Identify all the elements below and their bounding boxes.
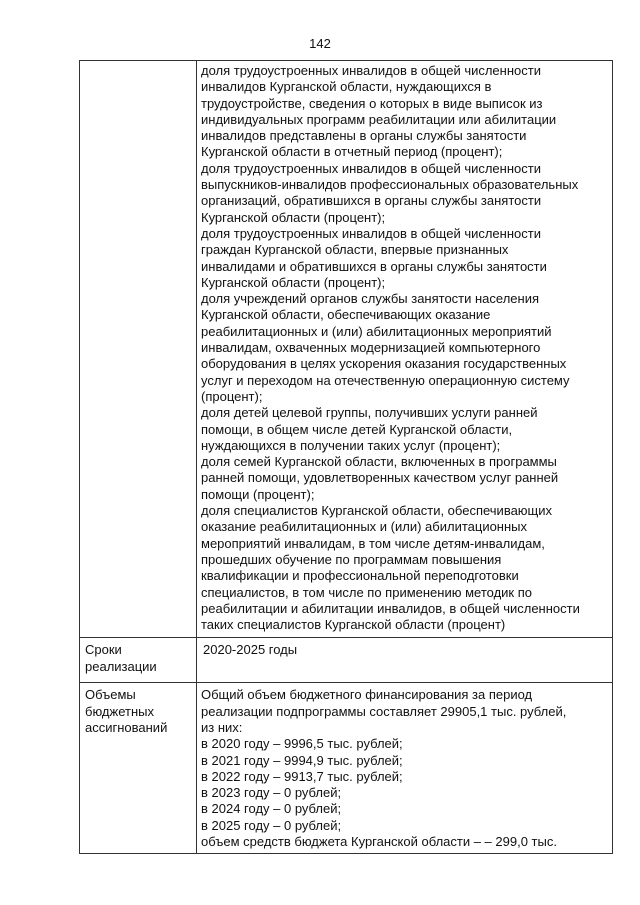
text-line: прошедших обучение по программам повышения <box>201 551 502 567</box>
text-line: доля семей Курганской области, включенных в программы <box>201 454 557 470</box>
indicators-cell <box>197 61 613 638</box>
budget-value <box>197 683 612 850</box>
budget-value-cell <box>197 683 613 854</box>
period-value <box>197 638 612 658</box>
passport-table <box>79 60 613 854</box>
table-row <box>80 683 613 854</box>
text-line: Сроки <box>85 642 122 658</box>
text-line: реабилитационных и (или) абилитационных мероприятий <box>201 323 552 339</box>
text-line: в 2025 году – 0 рублей; <box>201 817 342 833</box>
text-line: реализации подпрограммы составляет 29905,1 тыс. рублей, <box>201 703 567 719</box>
text-line: Курганской области (процент); <box>201 209 386 225</box>
text-line: оборудования в целях ускорения оказания государственных <box>201 356 567 372</box>
text-line: реализации <box>85 658 157 674</box>
text-line: Курганской области (процент); <box>201 274 386 290</box>
text-line: 2020-2025 годы <box>203 642 298 658</box>
text-line: специалистов, в том числе по применению методик по <box>201 584 532 600</box>
text-line: доля специалистов Курганской области, обеспечивающих <box>201 503 553 519</box>
text-line: услуг и переходом на отечественную операционную систему <box>201 372 570 388</box>
row-label-cell <box>80 683 197 854</box>
text-line: граждан Курганской области, впервые признанных <box>201 242 509 258</box>
row-label-cell <box>80 61 197 638</box>
text-line: инвалидами и обратившихся в органы службы занятости <box>201 258 547 274</box>
period-label <box>80 638 196 675</box>
text-line: Курганской области, обеспечивающих оказание <box>201 307 491 323</box>
table-row <box>80 638 613 683</box>
text-line: оказание реабилитационных и (или) абилитационных <box>201 519 528 535</box>
text-line: Объемы <box>85 687 136 703</box>
text-line: инвалидам, охваченных модернизацией компьютерного <box>201 340 541 356</box>
page-number: 142 <box>309 36 331 51</box>
period-value-cell <box>197 638 613 683</box>
text-line: в 2020 году – 9996,5 тыс. рублей; <box>201 736 403 752</box>
text-line: в 2023 году – 0 рублей; <box>201 785 342 801</box>
text-line: квалификации и профессиональной переподготовки <box>201 568 519 584</box>
table-row <box>80 61 613 638</box>
text-line: помощи (процент); <box>201 486 315 502</box>
text-line: ранней помощи, удовлетворенных качеством услуг ранней <box>201 470 559 486</box>
text-line: доля трудоустроенных инвалидов в общей численности <box>201 63 541 78</box>
text-line: в 2021 году – 9994,9 тыс. рублей; <box>201 752 403 768</box>
text-line: доля трудоустроенных инвалидов в общей численности <box>201 225 541 241</box>
text-line: инвалидов Курганской области, нуждающихся в <box>201 79 492 95</box>
text-line: Общий объем бюджетного финансирования за период <box>201 687 533 703</box>
text-line: в 2024 году – 0 рублей; <box>201 801 342 817</box>
indicators-text <box>197 61 612 637</box>
text-line: из них: <box>201 719 243 735</box>
text-line: Курганской области в отчетный период (процент); <box>201 144 503 160</box>
text-line: доля учреждений органов службы занятости населения <box>201 291 540 307</box>
text-line: доля трудоустроенных инвалидов в общей численности <box>201 160 541 176</box>
text-line: организаций, обратившихся в органы службы занятости <box>201 193 542 209</box>
text-line: мероприятий инвалидам, в том числе детям-инвалидам, <box>201 535 545 551</box>
text-line: трудоустройстве, сведения о которых в виде выписок из <box>201 95 543 111</box>
text-line: бюджетных <box>85 703 154 719</box>
row-label-cell <box>80 638 197 683</box>
text-line: объем средств бюджета Курганской области – – 299,0 тыс. <box>201 834 557 850</box>
text-line: инвалидов представлены в органы службы занятости <box>201 128 527 144</box>
text-line: ассигнований <box>85 719 168 735</box>
text-line: индивидуальных программ реабилитации или абилитации <box>201 111 557 127</box>
budget-label <box>80 683 196 736</box>
text-line: выпускников-инвалидов профессиональных образовательных <box>201 177 579 193</box>
text-line: помощи, в общем числе детей Курганской области, <box>201 421 513 437</box>
text-line: в 2022 году – 9913,7 тыс. рублей; <box>201 768 403 784</box>
text-line: нуждающихся в получении таких услуг (процент); <box>201 437 501 453</box>
text-line: таких специалистов Курганской области (процент) <box>201 617 506 633</box>
text-line: доля детей целевой группы, получивших услуги ранней <box>201 405 538 421</box>
text-line: (процент); <box>201 388 263 404</box>
text-line: реабилитации и абилитации инвалидов, в общей численности <box>201 600 580 616</box>
